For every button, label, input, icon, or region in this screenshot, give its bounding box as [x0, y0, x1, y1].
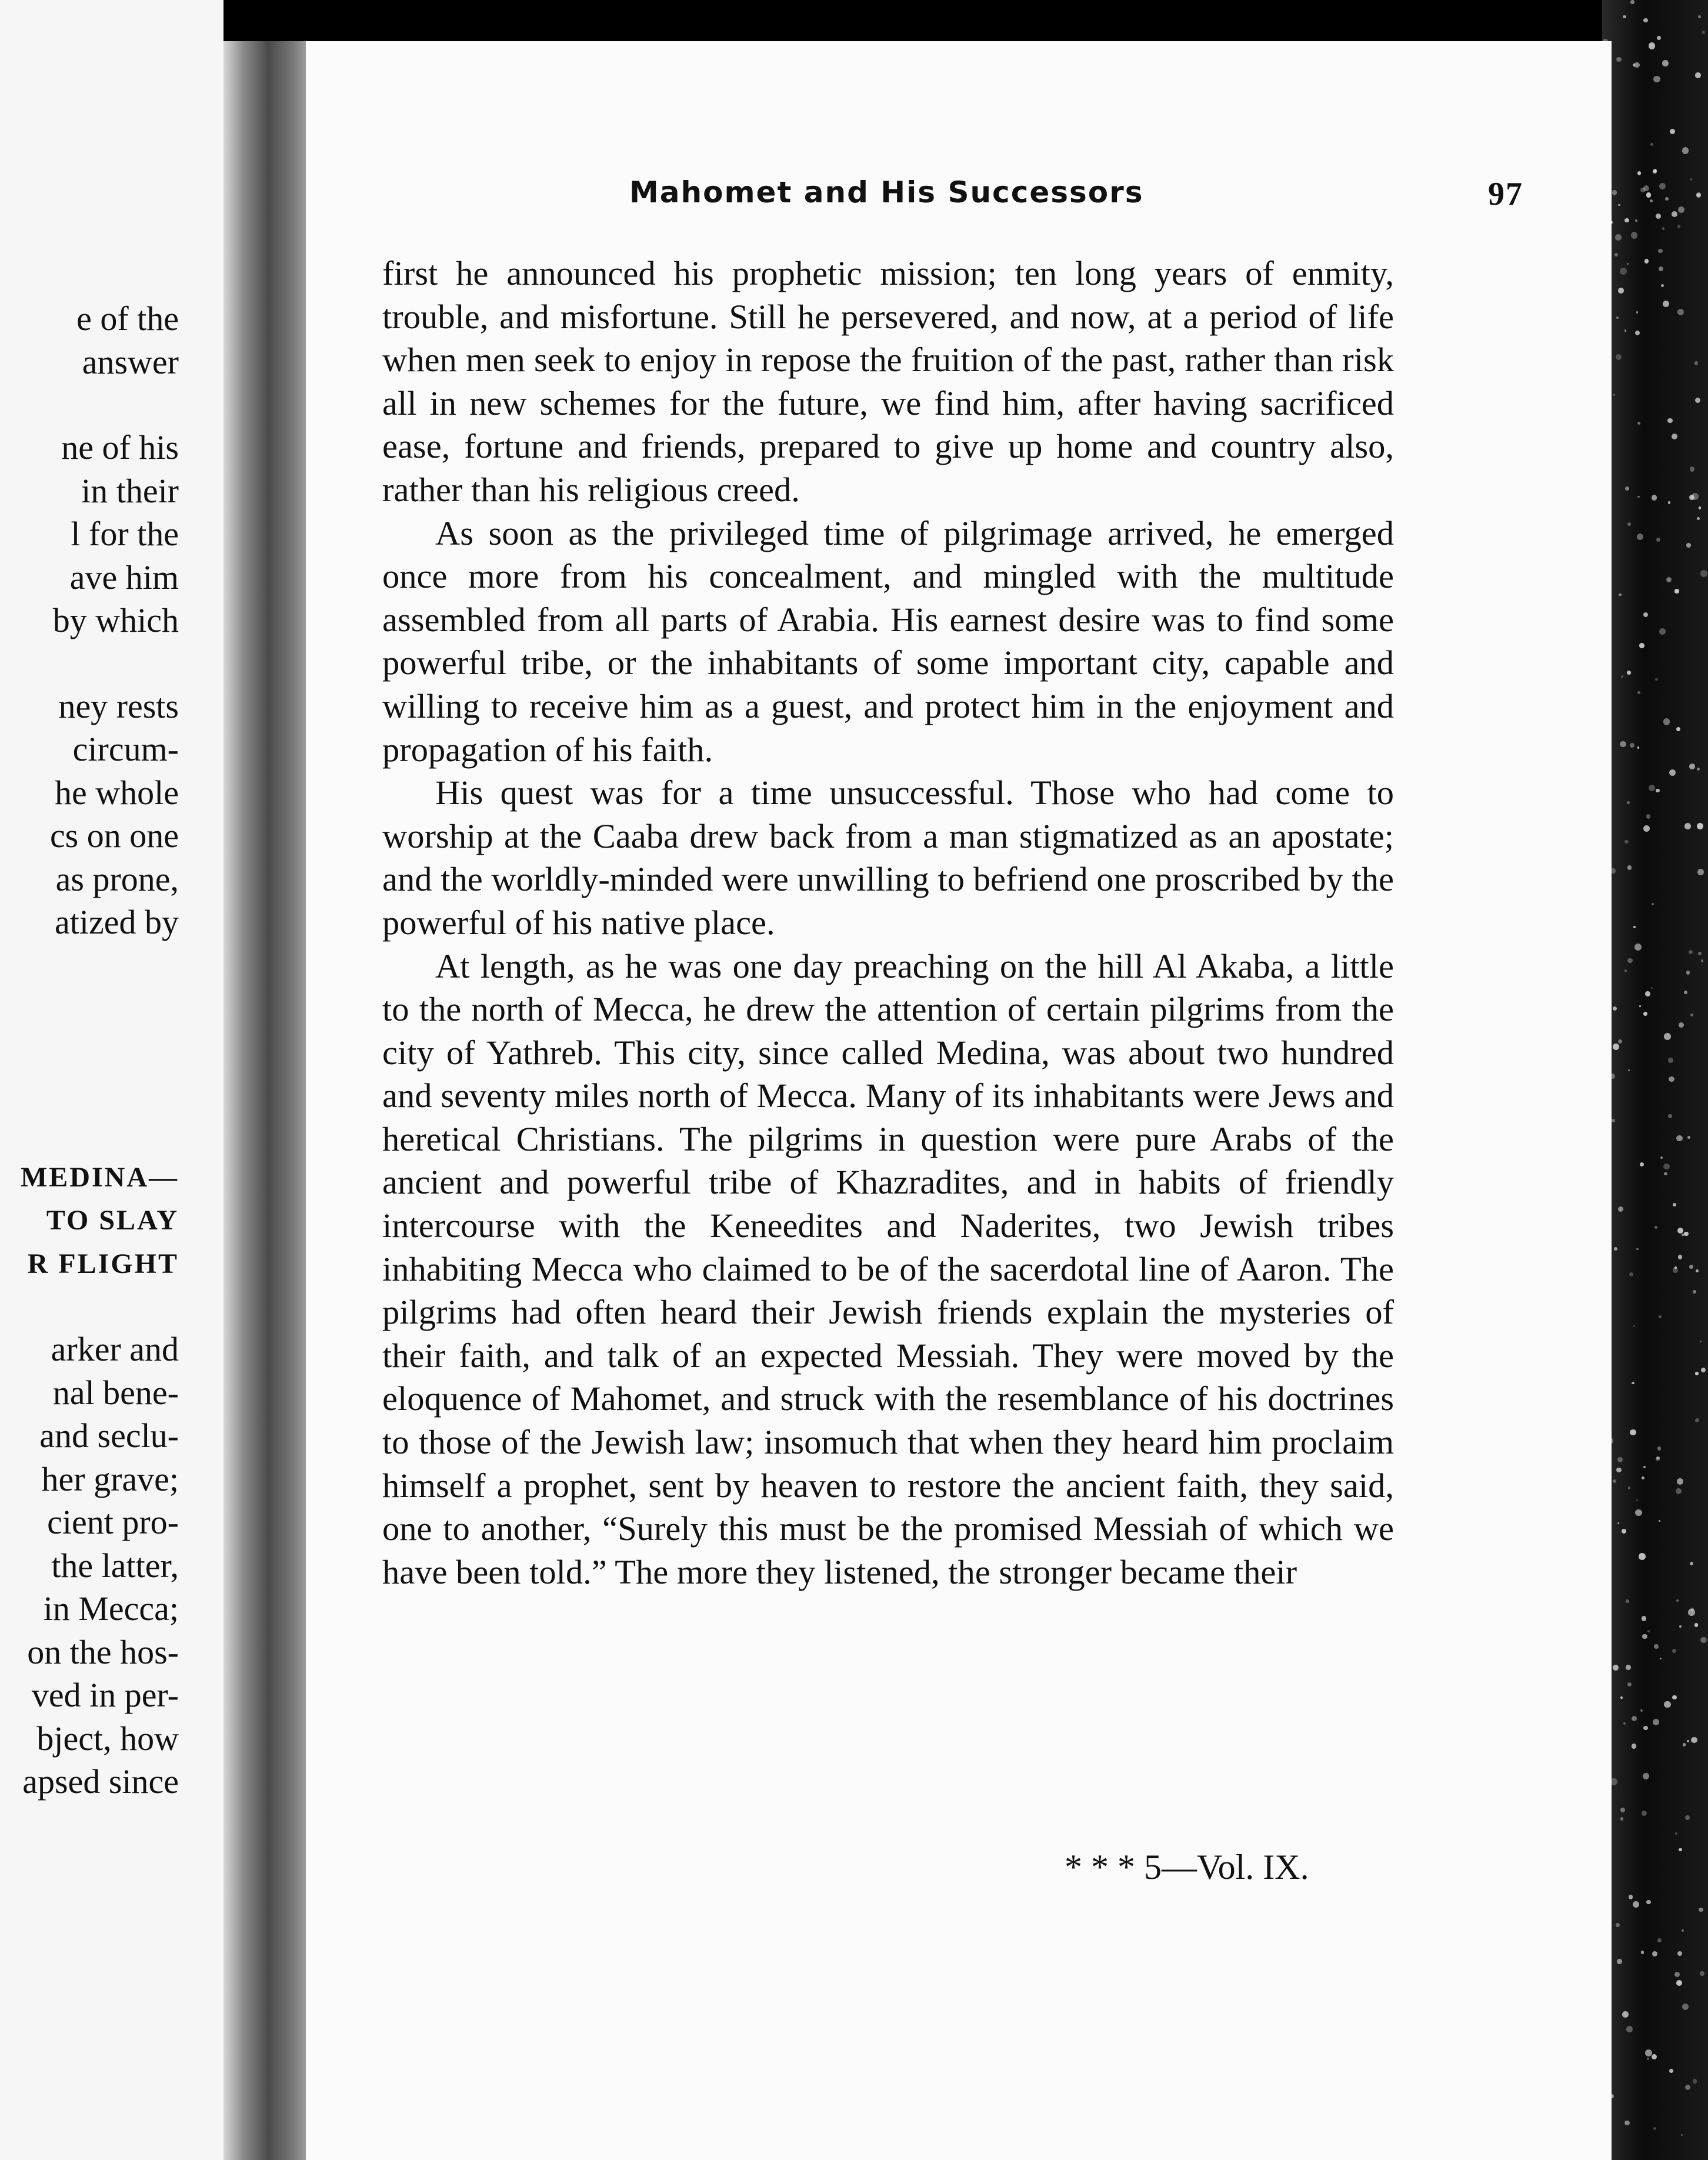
speck — [1677, 1951, 1682, 1956]
speck — [1643, 612, 1648, 617]
speck — [1682, 147, 1689, 154]
speck — [1699, 506, 1702, 509]
facing-page-line: in their — [81, 471, 179, 510]
speck — [1636, 1499, 1638, 1501]
facing-page-gap — [0, 1029, 179, 1071]
speck — [1624, 969, 1627, 972]
speck — [1643, 825, 1650, 832]
speck — [1633, 1901, 1640, 1908]
speck — [1679, 1625, 1682, 1628]
speck — [1652, 495, 1657, 501]
facing-page-line: MEDINA— — [21, 1161, 179, 1193]
speck — [1677, 1228, 1684, 1234]
speck — [1694, 361, 1699, 365]
speck — [1674, 1972, 1680, 1977]
speck — [1657, 1446, 1662, 1451]
speck — [1627, 801, 1630, 804]
speck — [1664, 1701, 1670, 1708]
facing-page-line: cient pro- — [47, 1503, 179, 1541]
speck — [1643, 1773, 1649, 1779]
speck — [1689, 1265, 1693, 1269]
speck — [1657, 36, 1661, 40]
speck — [1626, 1665, 1631, 1670]
speck — [1682, 1929, 1684, 1932]
speck — [1627, 522, 1631, 526]
facing-page-line: l for the — [71, 515, 179, 553]
speck — [1646, 1900, 1651, 1905]
facing-page-line: atized by — [55, 903, 179, 941]
speck — [1673, 1203, 1676, 1206]
speck — [1669, 1076, 1674, 1082]
speck — [1669, 769, 1676, 776]
speck — [1690, 1562, 1694, 1566]
speck — [1666, 577, 1672, 582]
speck — [1676, 1135, 1682, 1141]
paragraph: His quest was for a time unsuccessful. Those who had come to worship at the Caaba drew back from a man stigmatized as an apostate; and the worldly-minded were unwilling to befriend one proscribed by the powerful of his native place. — [382, 774, 1394, 942]
paragraph: first he announced his prophetic mission; ten long years of enmity, trouble, and misfortune. Still he persevered, and now, at a period of life when men seek to enjoy in repose the fruition of the past, rather than risk all in new schemes for the future, we find him, after having sacrificed ease, fortune and friends, prepared to give up home and country also, rather than his religious creed. — [382, 254, 1394, 509]
speck — [1630, 1429, 1636, 1435]
facing-page-gap — [0, 986, 179, 1029]
speck — [1635, 219, 1637, 222]
speck — [1611, 1119, 1614, 1122]
speck — [1653, 76, 1660, 83]
speck — [1634, 62, 1640, 68]
speck — [1664, 1172, 1667, 1176]
speck — [1683, 1743, 1686, 1746]
facing-page-line: and seclu- — [39, 1416, 179, 1455]
speck — [1640, 1709, 1643, 1712]
speck — [1649, 785, 1655, 791]
speck — [1649, 42, 1656, 49]
speck — [1627, 865, 1632, 869]
facing-page-line: as prone, — [55, 859, 179, 898]
speck — [1627, 958, 1633, 964]
speck — [1620, 1817, 1623, 1820]
facing-page-line: ave him — [69, 558, 179, 596]
speck — [1681, 2134, 1683, 2136]
speck — [1695, 72, 1701, 78]
speck — [1700, 1637, 1706, 1643]
speck — [1656, 214, 1661, 219]
speck — [1658, 249, 1662, 253]
speck — [1620, 1808, 1625, 1812]
facing-page-text — [0, 297, 179, 1804]
facing-page-line: R FLIGHT — [27, 1248, 179, 1279]
speck — [1661, 284, 1664, 287]
speck — [1678, 206, 1685, 214]
speck — [1682, 2004, 1689, 2011]
facing-page-left — [0, 0, 223, 2160]
speck — [1622, 2011, 1629, 2018]
speck — [1643, 1726, 1648, 1731]
page-number: 97 — [1488, 176, 1523, 212]
speck — [1650, 199, 1653, 202]
facing-page-line: e of the — [76, 299, 179, 338]
speck — [1618, 288, 1624, 294]
speck — [1697, 869, 1704, 875]
speck — [1653, 1719, 1659, 1725]
speck — [1698, 15, 1701, 18]
speck — [1628, 1486, 1630, 1489]
speck — [1637, 534, 1643, 540]
speck — [1678, 1255, 1683, 1259]
speck — [1613, 394, 1616, 396]
speck — [1616, 316, 1619, 319]
speck — [1631, 232, 1638, 239]
speck — [1629, 1272, 1633, 1276]
speck — [1639, 1005, 1641, 1007]
facing-page-gap — [0, 1071, 179, 1114]
speck — [1645, 2049, 1652, 2056]
speck — [1699, 1908, 1703, 1912]
speck — [1660, 1658, 1662, 1659]
speck — [1618, 204, 1620, 206]
speck — [1637, 171, 1641, 175]
speck — [1685, 2085, 1690, 2090]
speck — [1660, 1156, 1663, 1159]
facing-page-line: the latter, — [51, 1546, 179, 1585]
speck — [1616, 1468, 1621, 1472]
signature-mark: * * * 5—Vol. IX. — [1065, 1848, 1309, 1886]
speck — [1624, 840, 1629, 844]
facing-page-line: nal bene- — [52, 1373, 179, 1412]
facing-page-line: he whole — [55, 773, 179, 812]
speck — [1627, 1682, 1632, 1686]
speck — [1656, 789, 1660, 793]
speck — [1617, 1959, 1622, 1964]
facing-page-line: her grave; — [41, 1459, 179, 1498]
speck — [1627, 263, 1629, 265]
speck — [1619, 594, 1621, 596]
speck — [1642, 1634, 1647, 1639]
speck — [1697, 823, 1703, 829]
speck — [1620, 741, 1626, 747]
speck — [1668, 1114, 1672, 1118]
speck — [1613, 1006, 1617, 1011]
speck — [1652, 2054, 1657, 2060]
speck — [1613, 1665, 1619, 1671]
speck — [1679, 1848, 1682, 1851]
speck — [1659, 266, 1663, 271]
speck — [1672, 434, 1677, 439]
speck — [1644, 259, 1649, 264]
speck — [1623, 1722, 1626, 1725]
speck — [1625, 486, 1629, 491]
speck — [1684, 823, 1691, 829]
speck — [1617, 1457, 1623, 1462]
speck — [1676, 1980, 1682, 1986]
speck — [1695, 1372, 1698, 1375]
speck — [1621, 675, 1623, 678]
speck — [1656, 1456, 1659, 1459]
speck — [1637, 746, 1639, 748]
speck — [1679, 1022, 1684, 1028]
speck — [1687, 1136, 1690, 1139]
speck — [1668, 501, 1671, 504]
speck — [1615, 234, 1622, 241]
speck — [1617, 1522, 1619, 1524]
speck — [1657, 1938, 1662, 1942]
speck — [1663, 301, 1669, 307]
speck — [1659, 628, 1666, 635]
speck — [1639, 643, 1644, 648]
facing-page-line: ney rests — [58, 686, 179, 725]
speck — [1632, 1716, 1637, 1721]
speck — [1646, 814, 1650, 818]
speck — [1676, 727, 1680, 731]
speck — [1693, 2079, 1697, 2084]
speck — [1697, 517, 1700, 520]
speck — [1620, 1696, 1623, 1699]
speck — [1656, 538, 1660, 542]
speck — [1626, 1599, 1629, 1602]
speck — [1639, 1553, 1646, 1560]
paragraph: As soon as the privileged time of pilgrimage arrived, he emerged once more from his concealment, and mingled with the multitude assembled from all parts of Arabia. His earnest desire was to find some powerful tribe, or the inhabitants of some important city, capable and willing to receive him as a guest, and protect him in the enjoyment and propagation of his faith. — [382, 514, 1394, 769]
speck — [1613, 1479, 1616, 1483]
speck — [1630, 743, 1634, 748]
speck — [1690, 1014, 1693, 1016]
facing-page-line: bject, how — [36, 1719, 179, 1758]
speck — [1635, 1509, 1642, 1516]
speck — [1692, 493, 1699, 500]
speck — [1612, 190, 1617, 195]
speck — [1696, 1269, 1699, 1272]
speck — [1635, 331, 1640, 335]
speck — [1632, 1744, 1636, 1748]
speck — [1652, 903, 1654, 905]
speck — [1667, 418, 1673, 424]
speck — [1669, 2069, 1673, 2073]
facing-page-line: in Mecca; — [43, 1589, 179, 1628]
speck — [1630, 0, 1634, 4]
speck — [1689, 950, 1693, 954]
speck — [1620, 268, 1627, 275]
speck — [1646, 192, 1651, 197]
speck — [1640, 1162, 1644, 1166]
speck — [1689, 764, 1694, 769]
speck — [1614, 253, 1618, 256]
speck — [1684, 1232, 1688, 1236]
speck — [1684, 991, 1687, 994]
body-text — [382, 252, 1394, 1594]
speck — [1663, 1164, 1669, 1169]
scanner-background — [1602, 0, 1708, 2160]
speck — [1633, 1325, 1635, 1327]
speck — [1616, 1923, 1620, 1928]
speck — [1690, 1608, 1694, 1611]
facing-page-gap — [0, 1114, 179, 1156]
speck — [1665, 197, 1669, 201]
speck — [1659, 1520, 1660, 1522]
speck — [1632, 1382, 1634, 1384]
speck — [1662, 227, 1664, 229]
speck — [1616, 354, 1622, 360]
facing-page-line: ne of his — [61, 428, 179, 466]
facing-page-gap — [0, 944, 179, 986]
speck — [1691, 1737, 1697, 1744]
speck — [1676, 1599, 1679, 1602]
facing-page-line: arker and — [51, 1330, 179, 1368]
speck — [1642, 1811, 1647, 1816]
speck — [1677, 1478, 1683, 1485]
facing-page-line: cs on one — [49, 816, 179, 855]
speck — [1670, 129, 1675, 134]
speck — [1698, 952, 1701, 955]
speck — [1653, 169, 1657, 172]
speck — [1701, 959, 1704, 962]
facing-page-gap — [0, 1285, 179, 1328]
speck — [1637, 422, 1640, 425]
speck — [1690, 466, 1695, 472]
speck — [1701, 1368, 1706, 1372]
speck — [1664, 1033, 1671, 1040]
speck — [1662, 60, 1668, 66]
facing-page-line: ved in per- — [31, 1676, 179, 1714]
speck — [1637, 691, 1640, 694]
speck — [1659, 183, 1666, 189]
speck — [1627, 671, 1630, 674]
speck — [1629, 1895, 1633, 1899]
speck — [1690, 178, 1693, 181]
speck — [1697, 768, 1700, 771]
speck — [1677, 309, 1684, 315]
speck — [1687, 1740, 1689, 1742]
facing-page-line: on the hos- — [27, 1632, 179, 1671]
speck — [1642, 1616, 1647, 1621]
speck — [1647, 2058, 1649, 2060]
speck — [1624, 218, 1629, 223]
speck — [1700, 570, 1707, 577]
speck — [1645, 991, 1650, 996]
facing-page-line: answer — [82, 342, 179, 381]
speck — [1663, 718, 1670, 725]
speck — [1659, 1315, 1662, 1318]
speck — [1695, 398, 1700, 403]
running-title: Mahomet and His Successors — [629, 175, 1144, 209]
speck — [1643, 1012, 1647, 1016]
facing-page-gap — [0, 642, 179, 685]
speck — [1643, 18, 1647, 22]
speck — [1626, 2026, 1632, 2032]
speck — [1676, 1488, 1682, 1494]
facing-page-gap — [0, 384, 179, 426]
speck — [1672, 1649, 1676, 1653]
speck — [1642, 1476, 1644, 1479]
speck — [1655, 678, 1658, 681]
speck — [1623, 15, 1626, 19]
speck — [1673, 1268, 1677, 1272]
speck — [1696, 193, 1702, 198]
speck — [1628, 1069, 1630, 1072]
speck — [1633, 926, 1636, 928]
speck — [1702, 31, 1706, 34]
speck — [1614, 1247, 1618, 1251]
speck — [1686, 543, 1691, 548]
speck — [1624, 2121, 1630, 2126]
speck — [1650, 143, 1653, 146]
speck — [1616, 57, 1622, 62]
speck — [1677, 225, 1680, 228]
book-page — [306, 41, 1612, 2160]
speck — [1693, 1290, 1696, 1294]
speck — [1694, 1623, 1698, 1626]
speck — [1618, 1039, 1622, 1044]
speck — [1634, 944, 1642, 951]
facing-page-line: circum- — [72, 730, 179, 768]
speck — [1695, 1418, 1699, 1422]
speck — [1672, 211, 1677, 217]
speck — [1636, 1248, 1638, 1250]
speck — [1637, 496, 1640, 498]
speck — [1686, 971, 1690, 975]
speck — [1654, 1226, 1657, 1229]
speck — [1674, 589, 1679, 593]
facing-page-line: apsed since — [22, 1762, 179, 1801]
facing-page-line: TO SLAY — [46, 1205, 179, 1236]
speck — [1672, 1695, 1676, 1699]
speck — [1640, 188, 1645, 192]
speck — [1653, 2127, 1656, 2130]
speck — [1668, 1058, 1673, 1062]
speck — [1652, 1951, 1657, 1956]
speck — [1624, 329, 1627, 332]
speck — [1700, 1971, 1704, 1975]
speck — [1675, 1832, 1677, 1835]
speck — [1613, 1044, 1620, 1051]
speck — [1647, 1630, 1650, 1632]
speck — [1654, 1644, 1659, 1649]
speck — [1700, 1341, 1702, 1342]
speck — [1622, 1529, 1626, 1534]
paragraph: At length, as he was one day preaching on the hill Al Akaba, a little to the north of Mecca, he drew the attention of certain pilgrims from the city of Yathreb. This city, since called Medina, was about two hundred and seventy miles north of Mecca. Many of its inhabitants were Jews and heretical Christians. The pilgrims in question were pure Arabs of the ancient and powerful tribe of Khazradites, and in habits of friendly intercourse with the Keneedites and Naderites, two Jewish tribes inhabiting Mecca who claimed to be of the sacerdotal line of Aaron. The pilgrims had often heard their Jewish friends explain the mysteries of their faith, and talk of an expected Messiah. They were moved by the eloquence of Mahomet, and struck with the resemblance of his doctrines to those of the Jewish law; insomuch that when they heard him proclaim himself a prophet, sent by heaven to restore the ancient faith, they said, one to another, “Surely this must be the promised Messiah of which we have been told.” The more they listened, the stronger became their — [382, 946, 1394, 1591]
facing-page-line: by which — [52, 601, 179, 639]
speck — [1651, 987, 1653, 989]
speck — [1636, 311, 1638, 313]
speck — [1618, 1206, 1623, 1212]
speck — [1685, 1815, 1690, 1820]
speck — [1641, 1951, 1644, 1954]
speck — [1643, 1466, 1645, 1468]
